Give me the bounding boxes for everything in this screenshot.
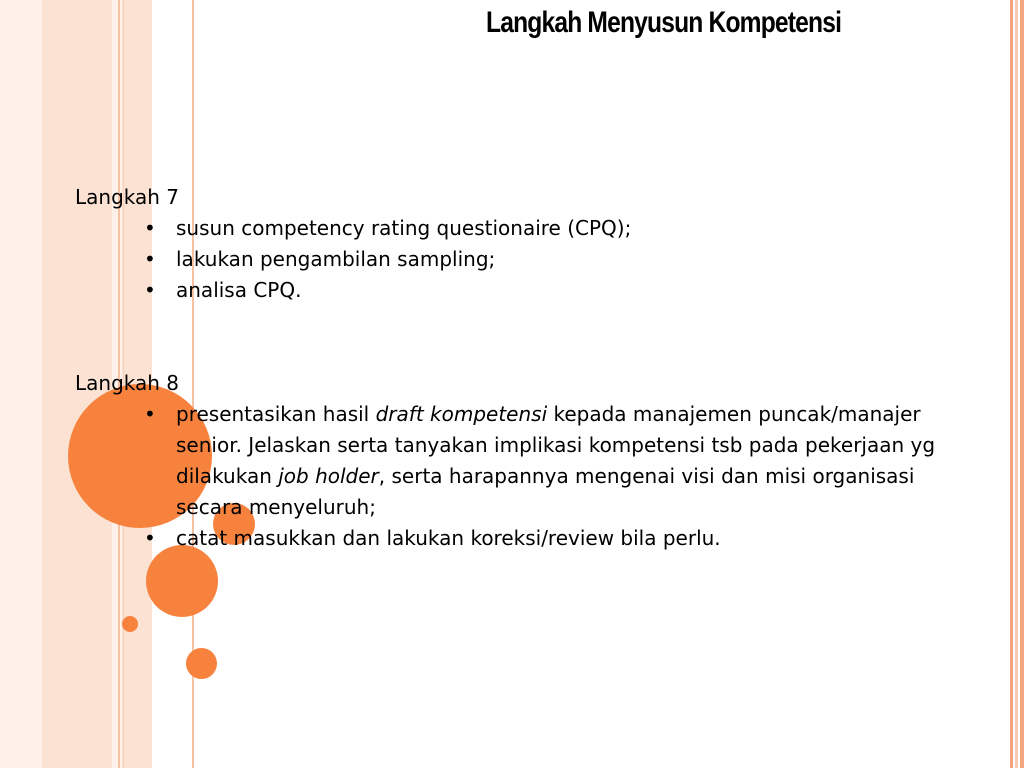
list-item	[144, 275, 975, 306]
bullet-icon: •	[144, 526, 156, 550]
bullet-text: lakukan pengambilan sampling;	[176, 247, 496, 271]
list-item	[144, 244, 975, 275]
bullet-text: susun competency rating questionaire (CPQ);	[176, 216, 632, 240]
list-item	[144, 523, 975, 554]
bullet-icon: •	[144, 247, 156, 271]
bullet-text	[176, 399, 966, 523]
bullet-text-part: , serta harapannya mengenai visi dan misi organisasi secara menyeluruh;	[176, 464, 915, 519]
bullet-list	[75, 399, 975, 554]
right-border-line	[1010, 0, 1013, 768]
bullet-text-part: presentasikan hasil	[176, 402, 376, 426]
bullet-text-italic: draft kompetensi	[375, 402, 548, 426]
decorative-circle	[146, 545, 218, 617]
slide-content	[75, 182, 975, 554]
step-heading: Langkah 8	[75, 371, 180, 395]
right-border-line	[1020, 0, 1024, 768]
bullet-icon: •	[144, 402, 156, 426]
bullet-icon: •	[144, 216, 156, 240]
step-heading: Langkah 7	[75, 185, 180, 209]
bullet-list	[75, 213, 975, 306]
bullet-text: catat masukkan dan lakukan koreksi/review bila perlu.	[176, 526, 721, 550]
list-item	[144, 213, 975, 244]
bullet-text-part: kepada manajemen puncak/manajer senior. Jelaskan serta tanyakan implikasi kompetensi tsb pada pekerjaan yg dilakukan	[176, 402, 936, 488]
decorative-circle	[122, 616, 138, 632]
spacer	[75, 306, 975, 368]
bullet-text: analisa CPQ.	[176, 278, 302, 302]
decorative-circle	[186, 648, 217, 679]
bullet-icon: •	[144, 278, 156, 302]
list-item	[144, 399, 975, 523]
slide-title: Langkah Menyusun Kompetensi	[486, 6, 842, 39]
bullet-text-italic: job holder	[278, 464, 379, 488]
decorative-band	[0, 0, 42, 768]
right-border-line	[1015, 0, 1018, 768]
